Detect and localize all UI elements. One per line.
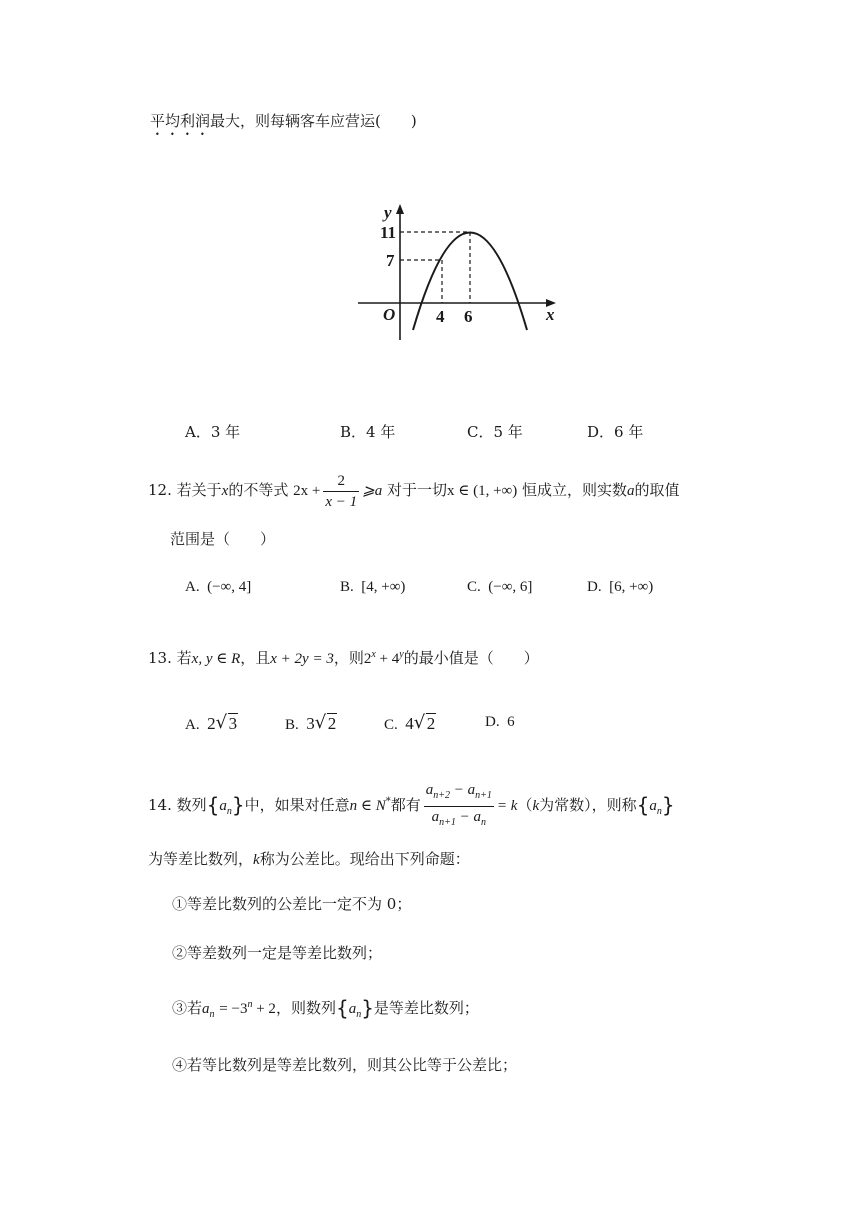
q12-option-a[interactable]: A. (−∞, 4] — [185, 579, 252, 595]
q12-number: 12. — [148, 481, 172, 499]
q11-stem-emphasis: 平均利润 — [150, 112, 211, 130]
q14-proposition-1: ①等差比数列的公差比一定不为 0； — [172, 895, 412, 913]
q14-fraction: $\frac{a_{n+2} - a_{n+1}}{a_{n+1} - a_n}$ — [425, 781, 492, 828]
graph-x-label: x — [546, 305, 555, 324]
q12-stem: 12. 若关于x的不等式 2x + $\frac{2}{x - 1}$ ⩾a 对于一切x ∈ (1, +∞) 恒成立，则实数a的取值 — [148, 472, 680, 510]
graph-origin: O — [383, 305, 396, 324]
q13-option-b[interactable]: B. 3√ 2 — [285, 714, 337, 734]
q13-option-c[interactable]: C. 4√ 2 — [384, 714, 436, 734]
q12-option-b[interactable]: B. [4, +∞) — [340, 579, 406, 595]
q13-expression: $2^x + 4^y$ — [363, 649, 404, 667]
q14-stem-line2: 为等差比数列，k称为公差比。现给出下列命题： — [148, 850, 470, 868]
q13-option-d[interactable]: D. 6 — [485, 714, 515, 730]
q11-graph — [350, 200, 565, 345]
q13-number: 13. — [148, 649, 172, 667]
q13-option-a[interactable]: A. 2√ 3 — [185, 714, 238, 734]
q11-stem — [150, 110, 417, 139]
graph-xtick-4: 4 — [436, 307, 445, 326]
graph-xtick-6: 6 — [464, 307, 473, 326]
q14-proposition-3: ③若$a_n = -3^n + 2$，则数列$\{a_n\}$是等差比数列； — [172, 996, 479, 1020]
q11-option-d[interactable]: D．6 年 — [587, 423, 644, 441]
graph-ytick-11: 11 — [380, 223, 397, 242]
q11-option-a[interactable]: A．3 年 — [185, 423, 241, 441]
q12-condition: x ∈ (1, +∞) — [447, 483, 518, 499]
q14-proposition-4: ④若等比数列是等差比数列，则其公比等于公差比； — [172, 1056, 518, 1074]
q12-expr-left: 2x + — [293, 483, 321, 499]
q11-option-b[interactable]: B．4 年 — [340, 423, 396, 441]
q12-option-d[interactable]: D. [6, +∞) — [587, 579, 654, 595]
q14-number: 14. — [148, 796, 172, 814]
graph-y-label: y — [384, 203, 392, 222]
q12-option-c[interactable]: C. (−∞, 6] — [467, 579, 533, 595]
graph-y-arrow — [396, 204, 404, 214]
graph-ytick-7: 7 — [386, 251, 395, 270]
q11-option-c[interactable]: C．5 年 — [467, 423, 523, 441]
q13-stem: 13. 若x, y ∈ R，且x + 2y = 3，则$2^x + 4^y$的最小值是（ ） — [148, 649, 539, 667]
q14-proposition-2: ②等差数列一定是等差比数列； — [172, 944, 383, 962]
q14-stem: 14. 数列$\{a_n\}$中，如果对任意n ∈ N*都有 $\frac{a_{n+2} - a_{n+1}}{a_{n+1} - a_n}$ = k（k为常数），则称$\{a_n\}$ — [148, 780, 675, 834]
q12-fraction: $\frac{2}{x - 1}$ — [325, 472, 358, 510]
q12-stem-line2: 范围是（ ） — [170, 530, 276, 548]
q11-stem-text: 最大，则每辆客车应营运( ) — [210, 112, 417, 130]
